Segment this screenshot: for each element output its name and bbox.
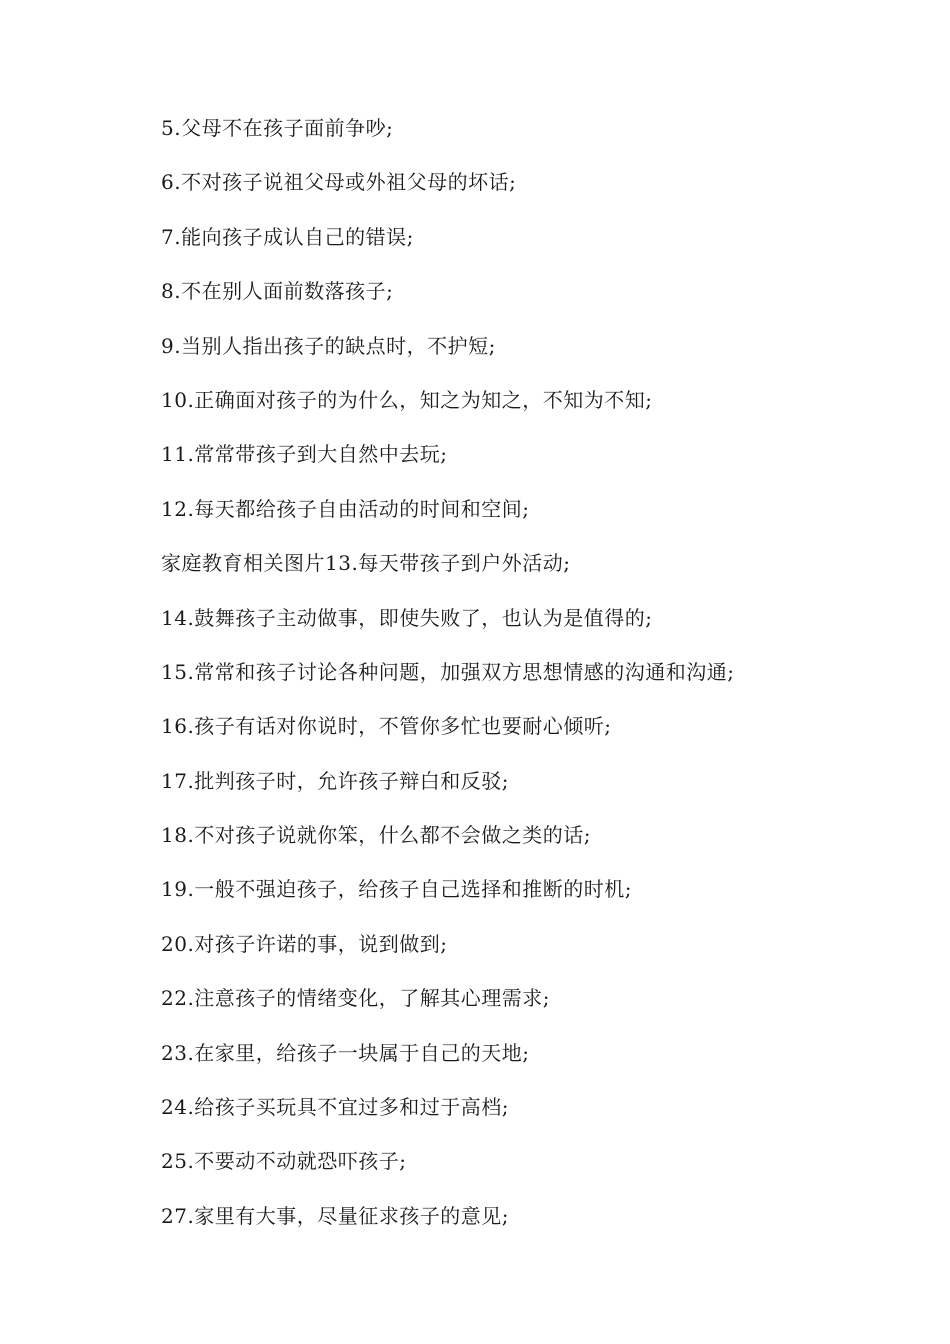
list-item: 9.当别人指出孩子的缺点时，不护短; — [161, 333, 496, 358]
list-item: 5.父母不在孩子面前争吵; — [161, 116, 394, 140]
list-item: 10.正确面对孩子的为什么，知之为知之，不知为不知; — [161, 387, 653, 412]
list-item: 27.家里有大事，尽量征求孩子的意见; — [161, 1203, 510, 1228]
list-item: 22.注意孩子的情绪变化，了解其心理需求; — [161, 986, 551, 1011]
list-item: 19.一般不强迫孩子，给孩子自己选择和推断的时机; — [161, 877, 633, 902]
list-item: 7.能向孩子成认自己的错误; — [161, 224, 414, 249]
guideline-list — [161, 112, 735, 1254]
list-item: 14.鼓舞孩子主动做事，即使失败了，也认为是值得的; — [161, 605, 653, 630]
list-item: 18.不对孩子说就你笨，什么都不会做之类的话; — [161, 823, 592, 848]
list-item: 16.孩子有话对你说时，不管你多忙也要耐心倾听; — [161, 714, 612, 739]
list-item: 24.给孩子买玩具不宜过多和过于高档; — [161, 1095, 510, 1120]
list-item: 23.在家里，给孩子一块属于自己的天地; — [161, 1040, 530, 1065]
list-item: 12.每天都给孩子自由活动的时间和空间; — [161, 496, 530, 521]
list-item: 家庭教育相关图片13.每天带孩子到户外活动; — [161, 551, 571, 576]
list-item: 6.不对孩子说祖父母或外祖父母的坏话; — [161, 170, 517, 195]
list-item: 15.常常和孩子讨论各种问题，加强双方思想情感的沟通和沟通; — [161, 659, 735, 684]
list-item: 25.不要动不动就恐吓孩子; — [161, 1149, 407, 1174]
list-item: 20.对孩子许诺的事，说到做到; — [161, 931, 448, 956]
list-item: 8.不在别人面前数落孩子; — [161, 279, 394, 304]
list-item: 11.常常带孩子到大自然中去玩; — [161, 442, 448, 467]
list-item: 17.批判孩子时，允许孩子辩白和反驳; — [161, 768, 510, 793]
